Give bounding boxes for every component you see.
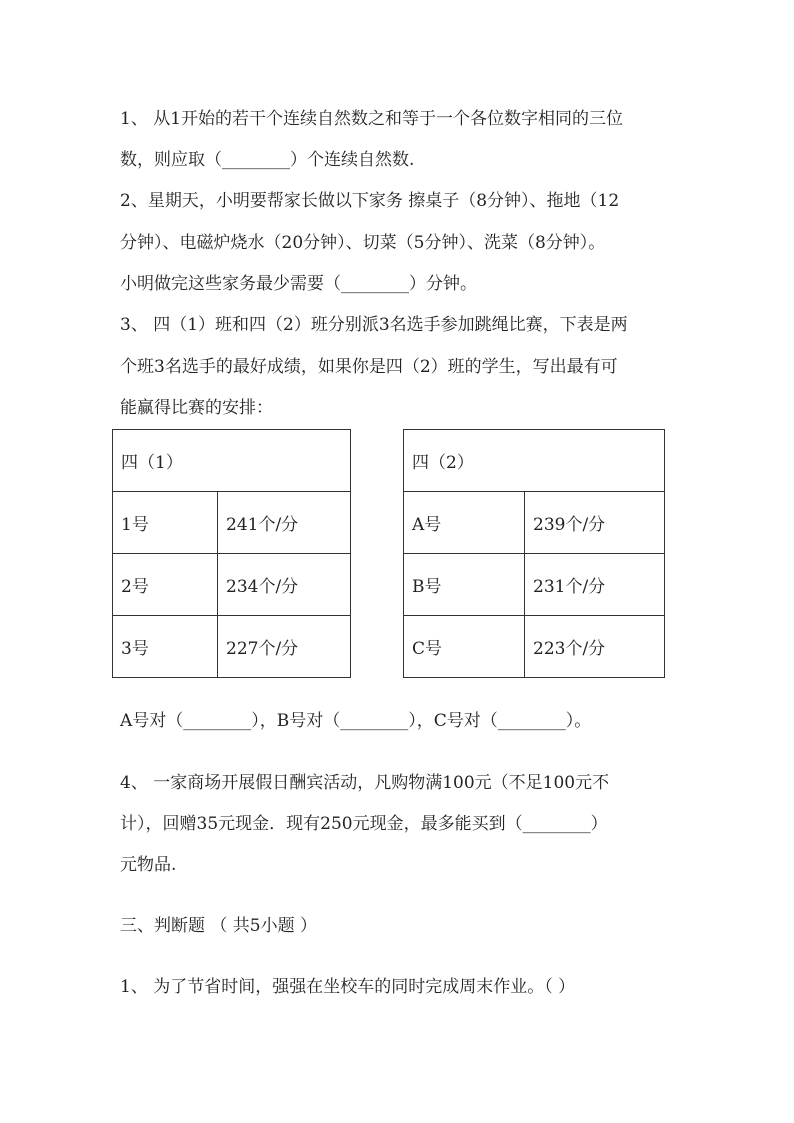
table-header-row bbox=[404, 430, 665, 492]
table-row bbox=[404, 616, 665, 678]
question-4-line-1: 4、 一家商场开展假日酬宾活动，凡购物满100元（不足100元不 bbox=[120, 773, 610, 793]
table-row bbox=[113, 616, 351, 678]
table-header: 四（1） bbox=[113, 430, 351, 492]
table-row bbox=[113, 492, 351, 554]
score-cell: 239个/分 bbox=[525, 492, 665, 554]
player-cell: 1号 bbox=[113, 492, 218, 554]
question-2-line-1: 2、星期天，小明要帮家长做以下家务 擦桌子（8分钟）、拖地（12 bbox=[120, 191, 620, 211]
score-cell: 241个/分 bbox=[218, 492, 351, 554]
question-3-line-1: 3、 四（1）班和四（2）班分别派3名选手参加跳绳比赛，下表是两 bbox=[120, 315, 628, 335]
question-2-line-2: 分钟）、电磁炉烧水（20分钟）、切菜（5分钟）、洗菜（8分钟）。 bbox=[120, 233, 606, 253]
player-cell: 2号 bbox=[113, 554, 218, 616]
question-1-line-1: 1、 从1开始的若干个连续自然数之和等于一个各位数字相同的三位 bbox=[120, 109, 624, 129]
section-title: 三、判断题 （ 共5小题 ） bbox=[120, 916, 318, 936]
table-header-row bbox=[113, 430, 351, 492]
question-4-line-3: 元物品. bbox=[120, 855, 177, 875]
score-cell: 227个/分 bbox=[218, 616, 351, 678]
table-header: 四（2） bbox=[404, 430, 665, 492]
table-row bbox=[404, 492, 665, 554]
table-row bbox=[404, 554, 665, 616]
player-cell: C号 bbox=[404, 616, 525, 678]
player-cell: B号 bbox=[404, 554, 525, 616]
score-cell: 223个/分 bbox=[525, 616, 665, 678]
score-cell: 234个/分 bbox=[218, 554, 351, 616]
player-cell: 3号 bbox=[113, 616, 218, 678]
class-4-1-table bbox=[112, 429, 351, 678]
player-cell: A号 bbox=[404, 492, 525, 554]
question-3-line-2: 个班3名选手的最好成绩，如果你是四（2）班的学生，写出最有可 bbox=[120, 357, 618, 377]
question-1-line-2: 数，则应取（________）个连续自然数. bbox=[120, 150, 415, 170]
question-3-line-3: 能赢得比赛的安排： bbox=[120, 398, 273, 418]
question-4-line-2: 计），回赠35元现金．现有250元现金，最多能买到（________） bbox=[120, 814, 608, 834]
question-2-line-3: 小明做完这些家务最少需要（________）分钟。 bbox=[120, 274, 477, 294]
table-row bbox=[113, 554, 351, 616]
matchup-answer-line: A号对（________），B号对（________），C号对（________）。 bbox=[120, 711, 592, 731]
judge-question-1: 1、 为了节省时间，强强在坐校车的同时完成周末作业。（ ） bbox=[120, 977, 576, 997]
score-cell: 231个/分 bbox=[525, 554, 665, 616]
class-4-2-table bbox=[403, 429, 665, 678]
